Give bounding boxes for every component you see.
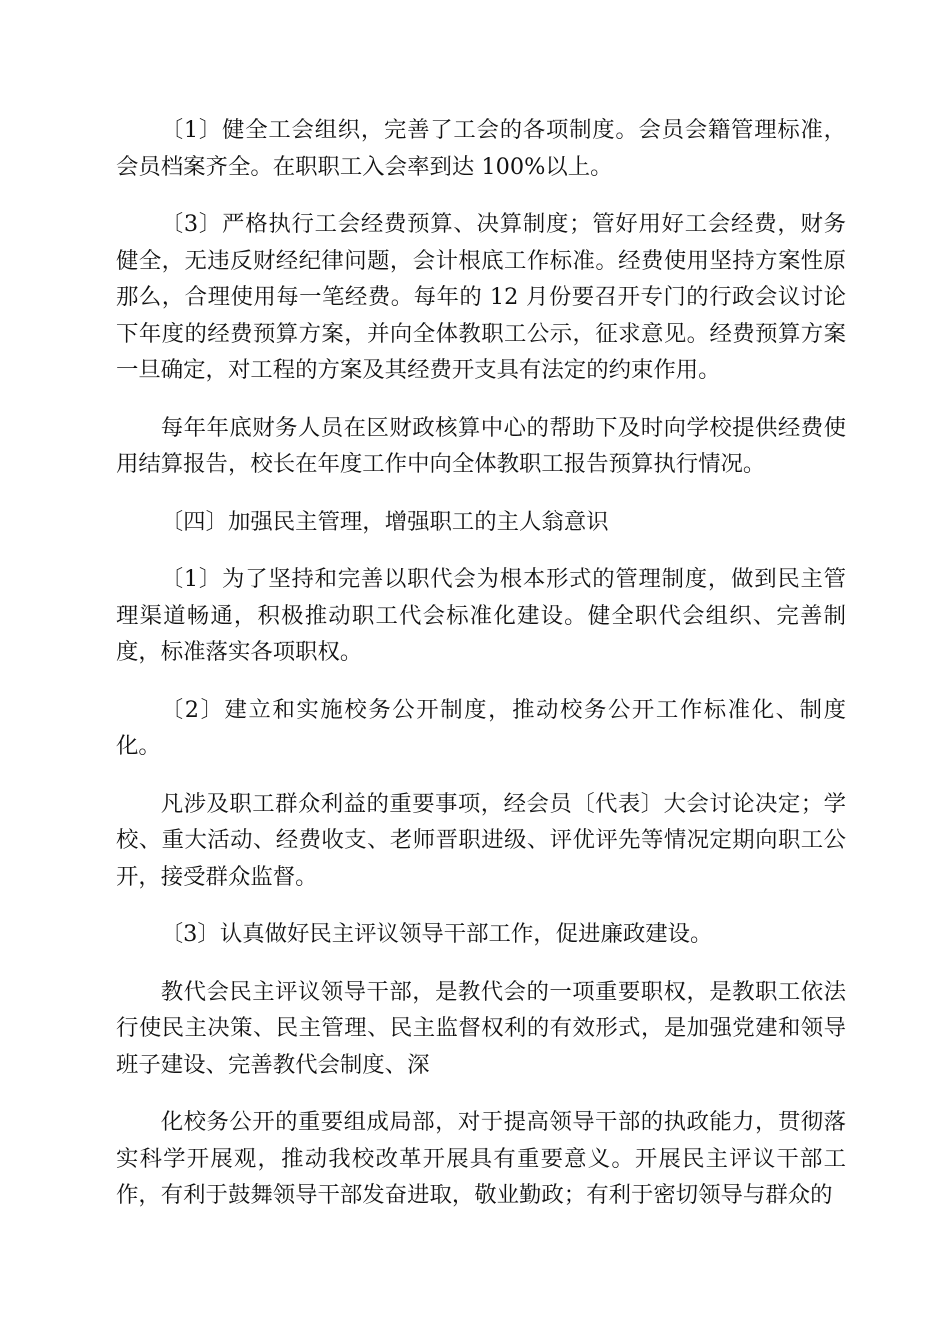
- paragraph-evaluation-importance: 教代会民主评议领导干部，是教代会的一项重要职权，是教职工依法行使民主决策、民主管理、民主监督权利的有效形式，是加强党建和领导班子建设、完善教代会制度、深: [116, 978, 846, 1078]
- paragraph-union-funds: 〔3〕严格执行工会经费预算、决算制度；管好用好工会经费，财务健全，无违反财经纪律问题，会计根底工作标准。经费使用坚持方案性原那么，合理使用每一笔经费。每年的 12 月份要召开专门的行政会议讨论下年度的经费预算方案，并向全体教职工公示，征求意见。经费预算方案一旦确定，对工程的方案及其经费开支具有法定的约束作用。: [116, 211, 846, 383]
- paragraph-union-organization: 〔1〕健全工会组织，完善了工会的各项制度。会员会籍管理标准，会员档案齐全。在职职工入会率到达 100%以上。: [116, 117, 846, 180]
- paragraph-evaluation-significance: 化校务公开的重要组成局部，对于提高领导干部的执政能力，贯彻落实科学开展观，推动我校改革开展具有重要意义。开展民主评议干部工作，有利于鼓舞领导干部发奋进取，敬业勤政；有利于密切领导与群众的: [116, 1109, 846, 1208]
- paragraph-annual-report: 每年年底财务人员在区财政核算中心的帮助下及时向学校提供经费使用结算报告，校长在年度工作中向全体教职工报告预算执行情况。: [116, 414, 846, 477]
- paragraph-leader-evaluation: 〔3〕认真做好民主评议领导干部工作，促进廉政建设。: [160, 921, 713, 947]
- document-body: [116, 112, 846, 1214]
- paragraph-important-matters: 凡涉及职工群众利益的重要事项，经会员〔代表〕大会讨论决定；学校、重大活动、经费收支、老师晋职进级、评优评先等情况定期向职工公开，接受群众监督。: [116, 790, 846, 890]
- paragraph-workers-congress: 〔1〕为了坚持和完善以职代会为根本形式的管理制度，做到民主管理渠道畅通，积极推动职工代会标准化建设。健全职代会组织、完善制度，标准落实各项职权。: [116, 566, 846, 665]
- paragraph-school-affairs-disclosure: 〔2〕建立和实施校务公开制度，推动校务公开工作标准化、制度化。: [116, 696, 846, 759]
- section-heading-democratic-management: 〔四〕加强民主管理，增强职工的主人翁意识: [160, 508, 609, 535]
